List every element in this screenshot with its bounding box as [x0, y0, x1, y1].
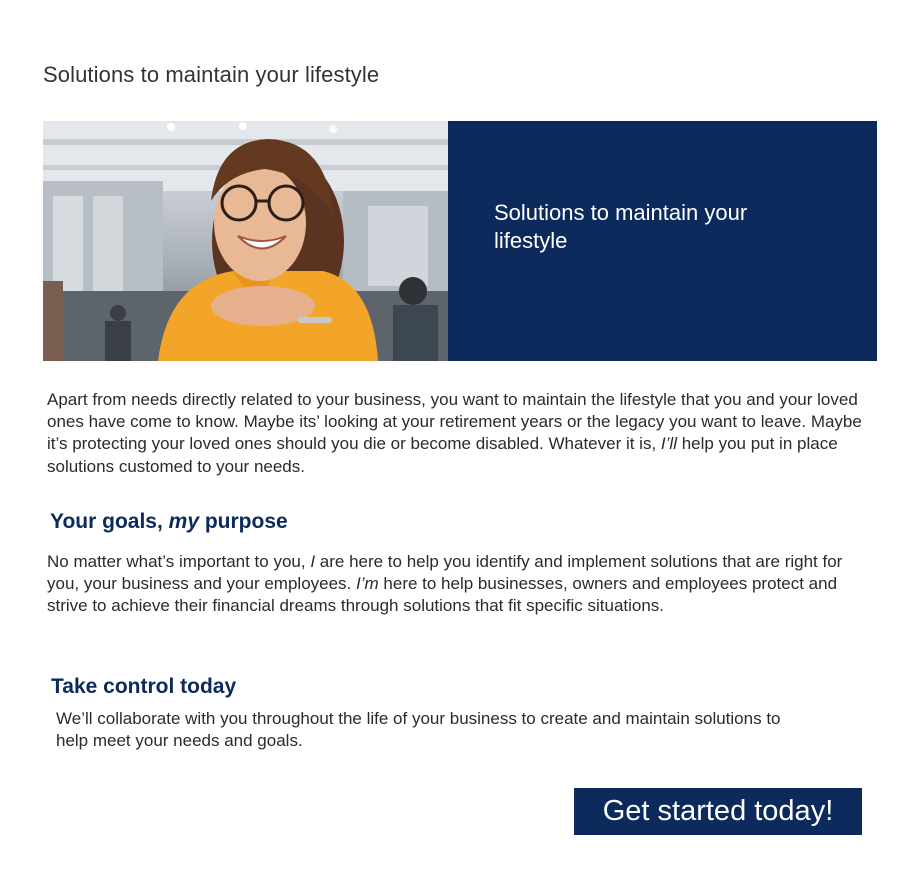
intro-emphasis: I’ll [660, 434, 677, 454]
goals-heading-emphasis: my [168, 510, 199, 533]
hero-image [43, 121, 448, 361]
goals-paragraph [47, 551, 857, 618]
get-started-button[interactable]: Get started today! [574, 788, 862, 835]
hero-illustration [43, 121, 448, 361]
control-heading: Take control today [51, 675, 237, 698]
goals-heading-text-2: purpose [199, 510, 288, 533]
goals-text-3: here to help businesses, owners and employees protect and strive to achieve their financial dreams through solutions that fit specific situations. [47, 574, 838, 616]
intro-text-1: Apart from needs directly related to your business, you want to maintain the lifestyle that you and your loved ones have come to know. Maybe its’ looking at your retirement years or the legacy you want to leave. Maybe it’s protecting your loved ones should you die or become disabled. Whatever it is, [47, 390, 862, 454]
intro-text-2: help you put in place solutions customed to your needs. [47, 434, 838, 476]
hero-banner [43, 121, 877, 361]
page-title: Solutions to maintain your lifestyle [43, 62, 380, 87]
goals-text-2: are here to help you identify and implement solutions that are right for you, your business and your employees. [47, 552, 843, 594]
goals-text-1: No matter what’s important to you, [47, 552, 311, 571]
control-paragraph: We’ll collaborate with you throughout the life of your business to create and maintain solutions to help meet your needs and goals. [56, 709, 781, 751]
hero-panel [448, 121, 877, 361]
goals-heading-text-1: Your goals, [50, 510, 169, 533]
intro-paragraph [47, 389, 883, 478]
goals-heading [50, 510, 288, 534]
hero-panel-title: Solutions to maintain your lifestyle [494, 200, 748, 253]
goals-emphasis-2: I’m [356, 574, 379, 594]
goals-emphasis-1: I [310, 552, 316, 571]
